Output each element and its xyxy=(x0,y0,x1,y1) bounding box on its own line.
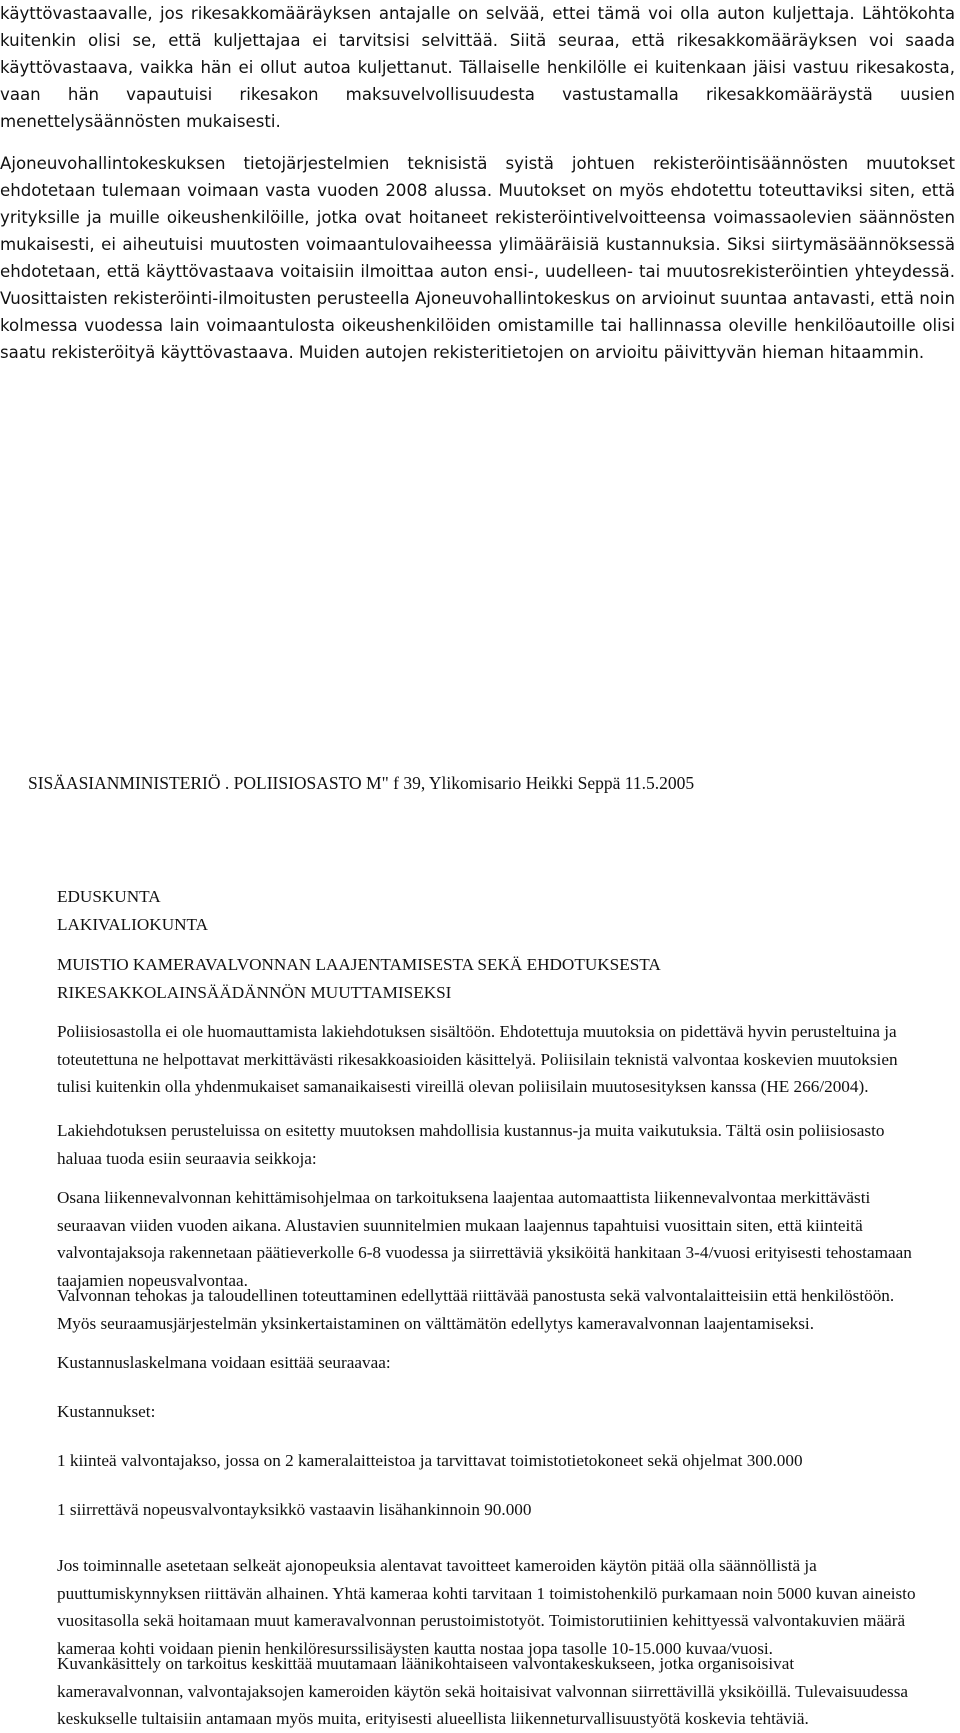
recipient-header xyxy=(57,883,917,938)
memo-paragraph: Valvonnan tehokas ja taloudellinen toteuttaminen edellyttää riittävää panostusta sekä valvontalaitteisiin että henkilöstöön. Myös seuraamusjärjestelmän yksinkertaistaminen on välttämätön edellytys kameravalvonnan laajentamiseksi. xyxy=(57,1286,895,1333)
intro-paragraph: Ajoneuvohallintokeskuksen tietojärjestelmien teknisistä syistä johtuen rekisteröintisäännösten muutokset ehdotetaan tulemaan voimaan vasta vuoden 2008 alussa. Muutokset on myös ehdotettu toteuttaviksi siten, että yrityksille ja muille oikeushenkilöille, jotka ovat hoitaneet rekisteröintivelvoitteensa voimassaolevien säännösten mukaisesti, ei aiheutuisi muutosten voimaantulovaiheessa ylimääräisiä kustannuksia. Siksi siirtymäsäännöksessä ehdotetaan, että käyttövastaava voitaisiin ilmoittaa auton ensi-, uudelleen- tai muutosrekisteröintien yhteydessä. Vuosittaisten rekisteröinti-ilmoitusten perusteella Ajoneuvohallintokeskus on arvioinut suuntaa antavasti, että noin kolmessa vuodessa lain voimaantulosta oikeushenkilöiden omistamille tai hallinnassa oleville henkilöautoille olisi saatu rekisteröityä käyttövastaava. Muiden autojen rekisteritietojen on arvioitu päivittyvän hieman hitaammin. xyxy=(0,154,955,362)
cost-item: 1 kiinteä valvontajakso, jossa on 2 kameralaitteistoa ja tarvittavat toimistotietokoneet sekä ohjelmat 300.000 xyxy=(57,1451,803,1470)
memo-paragraph: Osana liikennevalvonnan kehittämisohjelmaa on tarkoituksena laajentaa automaattista liikennevalvontaa merkittävästi seuraavan viiden vuoden aikana. Alustavien suunnitelmien mukaan laajennus tapahtuisi vuosittain siten, että kiinteitä valvontajaksoja rakennetaan päätieverkolle 6-8 vuodessa ja siirrettäviä yksiköitä hankitaan 3-4/vuosi erityisesti tehostamaan taajamien nopeusvalvontaa. xyxy=(57,1188,912,1290)
costs-label: Kustannukset: xyxy=(57,1402,156,1421)
memo-paragraph: Jos toiminnalle asetetaan selkeät ajonopeuksia alentavat tavoitteet kameroiden käytön pitää olla säännöllistä ja puuttumiskynnyksen riittävän alhainen. Yhtä kameraa kohti tarvitaan 1 toimistohenkilö purkamaan noin 5000 kuvan aineisto vuositasolla sekä hoitamaan muut kameravalvonnan perustoimistotyöt. Toimistorutiinien kehittyessä valvontakuvien määrä kameraa kohti voidaan pienin henkilöresurssilisäysten kautta nostaa jopa tasolle 10-15.000 kuvaa/vuosi. xyxy=(57,1556,916,1658)
cost-intro: Kustannuslaskelmana voidaan esittää seuraavaa: xyxy=(57,1353,391,1372)
header-line: LAKIVALIOKUNTA xyxy=(57,914,209,934)
memo-title-line: MUISTIO KAMERAVALVONNAN LAAJENTAMISESTA SEKÄ EHDOTUKSESTA xyxy=(57,955,661,974)
signature-line: SISÄASIANMINISTERIÖ . POLIISIOSASTO M" f 39, Ylikomisario Heikki Seppä 11.5.2005 xyxy=(28,773,695,793)
header-line: EDUSKUNTA xyxy=(57,887,161,906)
memo-paragraph: Lakiehdotuksen perusteluissa on esitetty muutoksen mahdollisia kustannus-ja muita vaikutuksia. Tältä osin poliisiosasto haluaa tuoda esiin seuraavia seikkoja: xyxy=(57,1121,885,1168)
memo-title xyxy=(57,951,917,1006)
intro-paragraph: käyttövastaavalle, jos rikesakkomääräyksen antajalle on selvää, ettei tämä voi olla auton kuljettaja. Lähtökohta kuitenkin olisi se, että kuljettajaa ei tarvitsisi selvittää. Siitä seuraa, että rikesakkomääräyksen voi saada käyttövastaava, vaikka hän ei ollut autoa kuljettanut. Tällaiselle henkilölle ei kuitenkaan jäisi vastuu rikesakosta, vaan hän vapautuisi rikesakon maksuvelvollisuudesta vastustamalla rikesakkomääräystä uusien menettelysäännösten mukaisesti. xyxy=(0,4,955,131)
cost-item: 1 siirrettävä nopeusvalvontayksikkö vastaavin lisähankinnoin 90.000 xyxy=(57,1500,532,1519)
memo-title-line: RIKESAKKOLAINSÄÄDÄNNÖN MUUTTAMISEKSI xyxy=(57,982,452,1002)
continued-text-section xyxy=(0,0,955,366)
memo-paragraph: Kuvankäsittely on tarkoitus keskittää muutamaan läänikohtaiseen valvontakeskukseen, jotka organisoisivat kameravalvonnan, valvontajaksojen kameroiden käytön sekä hoitaisivat valvonnan siirrettävillä yksiköillä. Tulevaisuudessa keskukselle tultaisiin antamaan myös muita, erityisesti alueellista liikenneturvallisuustyötä koskevia tehtäviä. xyxy=(57,1654,909,1728)
memo-paragraph: Poliisiosastolla ei ole huomauttamista lakiehdotuksen sisältöön. Ehdotettuja muutoksia on pidettävä hyvin perusteltuina ja toteutettuna ne helpottavat merkittävästi rikesakkoasioiden käsittelyä. Poliisilain teknistä valvontaa koskevien muutoksien tulisi kuitenkin olla yhdenmukaiset samanaikaisesti vireillä olevan poliisilain muutosesityksen kanssa (HE 266/2004). xyxy=(57,1022,898,1096)
